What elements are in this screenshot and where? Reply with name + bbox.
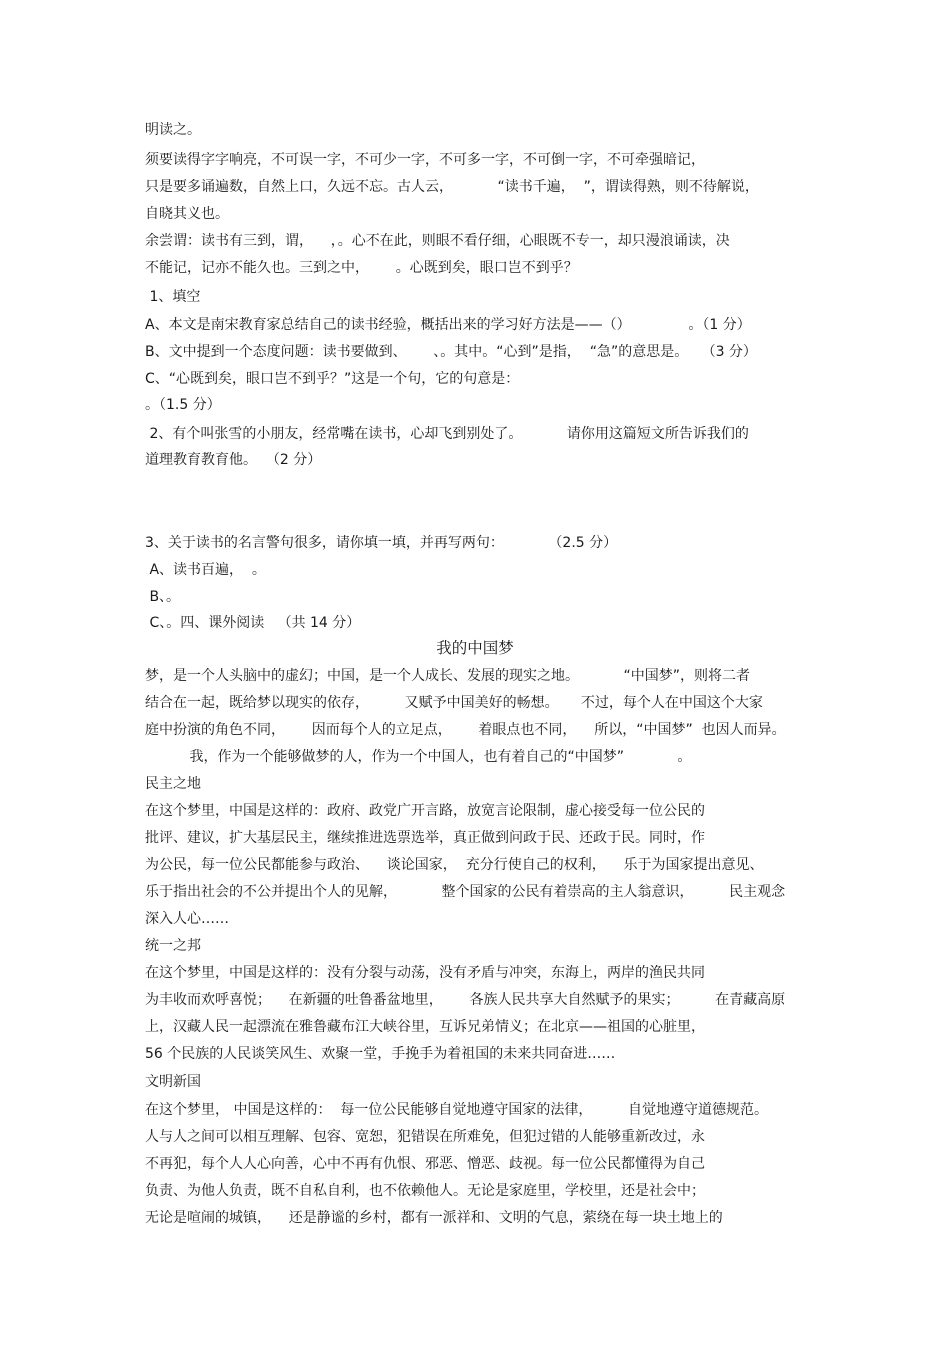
text-line: 明读之。	[145, 122, 201, 138]
text-line: 梦，是一个人头脑中的虚幻；中国，是一个人成长、发展的现实之地。 “中国梦”，则将二者	[145, 668, 751, 684]
section-heading: C、。四、课外阅读 （共 14 分）	[145, 615, 361, 631]
subheading: 民主之地	[145, 776, 201, 792]
text-line: 无论是喧闹的城镇， 还是静谧的乡村，都有一派祥和、文明的气息，萦绕在每一块土地上的	[145, 1210, 723, 1226]
text-line: 为公民，每一位公民都能参与政治、 谈论国家， 充分行使自己的权利， 乐于为国家提出意见、	[145, 857, 764, 873]
text-line: 乐于指出社会的不公并提出个人的见解， 整个国家的公民有着崇高的主人翁意识， 民主观念	[145, 884, 786, 900]
text-line: 余尝谓：读书有三到，谓， ，。心不在此，则眼不看仔细，心眼既不专一，却只漫浪诵读，决	[145, 233, 730, 249]
question-item: A、读书百遍， 。	[145, 562, 266, 578]
text-line: 在这个梦里， 中国是这样的： 每一位公民能够自觉地遵守国家的法律， 自觉地遵守道德规范。	[145, 1102, 768, 1118]
text-line: 不再犯，每个人人心向善，心中不再有仇恨、邪恶、憎恶、歧视。每一位公民都懂得为自己	[145, 1156, 705, 1172]
question-item: B、文中提到一个态度问题：读书要做到、 、。其中。“心到”是指， “急”的意思是。 （3 分）	[145, 344, 757, 360]
text-line: 庭中扮演的角色不同， 因而每个人的立足点， 着眼点也不同， 所以，“中国梦” 也因人而异。	[145, 722, 786, 738]
text-line: 结合在一起，既给梦以现实的依存， 又赋予中国美好的畅想。 不过，每个人在中国这个大家	[145, 695, 763, 711]
text-line: 自晓其义也。	[145, 206, 229, 222]
text-line: 负责、为他人负责，既不自私自利，也不依赖他人。无论是家庭里，学校里，还是社会中；	[145, 1183, 705, 1199]
text-line: 为丰收而欢呼喜悦； 在新疆的吐鲁番盆地里， 各族人民共享大自然赋予的果实； 在青藏高原	[145, 992, 786, 1008]
text-line: 深入人心……	[145, 911, 229, 927]
question-item: A、本文是南宋教育家总结自己的读书经验，概括出来的学习好方法是——（） 。（1 分）	[145, 317, 751, 333]
text-line: 批评、建议，扩大基层民主，继续推进选票选举，真正做到问政于民、还政于民。同时，作	[145, 830, 705, 846]
text-line: 56 个民族的人民谈笑风生、欢聚一堂，手挽手为着祖国的未来共同奋进……	[145, 1046, 616, 1062]
text-line: 不能记，记亦不能久也。三到之中， 。心既到矣，眼口岂不到乎？	[145, 260, 578, 276]
text-line: 我，作为一个能够做梦的人，作为一个中国人，也有着自己的“中国梦” 。	[145, 749, 692, 765]
text-line: 人与人之间可以相互理解、包容、宽恕，犯错误在所难免，但犯过错的人能够重新改过，永	[145, 1129, 705, 1145]
question-item: 2、有个叫张雪的小朋友，经常嘴在读书，心却飞到别处了。 请你用这篇短文所告诉我们的	[145, 426, 749, 442]
essay-title: 我的中国梦	[436, 639, 514, 657]
subheading: 统一之邦	[145, 938, 201, 954]
question-item: 。（1.5 分）	[145, 397, 221, 413]
text-line: 上，汉藏人民一起漂流在雅鲁藏布江大峡谷里，互诉兄弟情义；在北京——祖国的心脏里，	[145, 1019, 705, 1035]
question-item: C、“心既到矣，眼口岂不到乎？”这是一个句，它的句意是：	[145, 371, 520, 387]
text-line: 须要读得字字响亮，不可误一字，不可少一字，不可多一字，不可倒一字，不可牵强暗记，	[145, 152, 705, 168]
question-item: 道理教育教育他。 （2 分）	[145, 452, 322, 468]
subheading: 文明新国	[145, 1074, 201, 1090]
question-item: B、。	[145, 589, 181, 605]
text-line: 在这个梦里，中国是这样的：政府、政党广开言路，放宽言论限制，虚心接受每一位公民的	[145, 803, 705, 819]
question-heading: 1、填空	[145, 289, 201, 305]
text-line: 在这个梦里，中国是这样的：没有分裂与动荡，没有矛盾与冲突，东海上，两岸的渔民共同	[145, 965, 705, 981]
question-item: 3、关于读书的名言警句很多，请你填一填，并再写两句： （2.5 分）	[145, 535, 618, 551]
text-line: 只是要多诵遍数，自然上口，久远不忘。古人云， “读书千遍， ”，谓读得熟，则不待解说，	[145, 179, 759, 195]
